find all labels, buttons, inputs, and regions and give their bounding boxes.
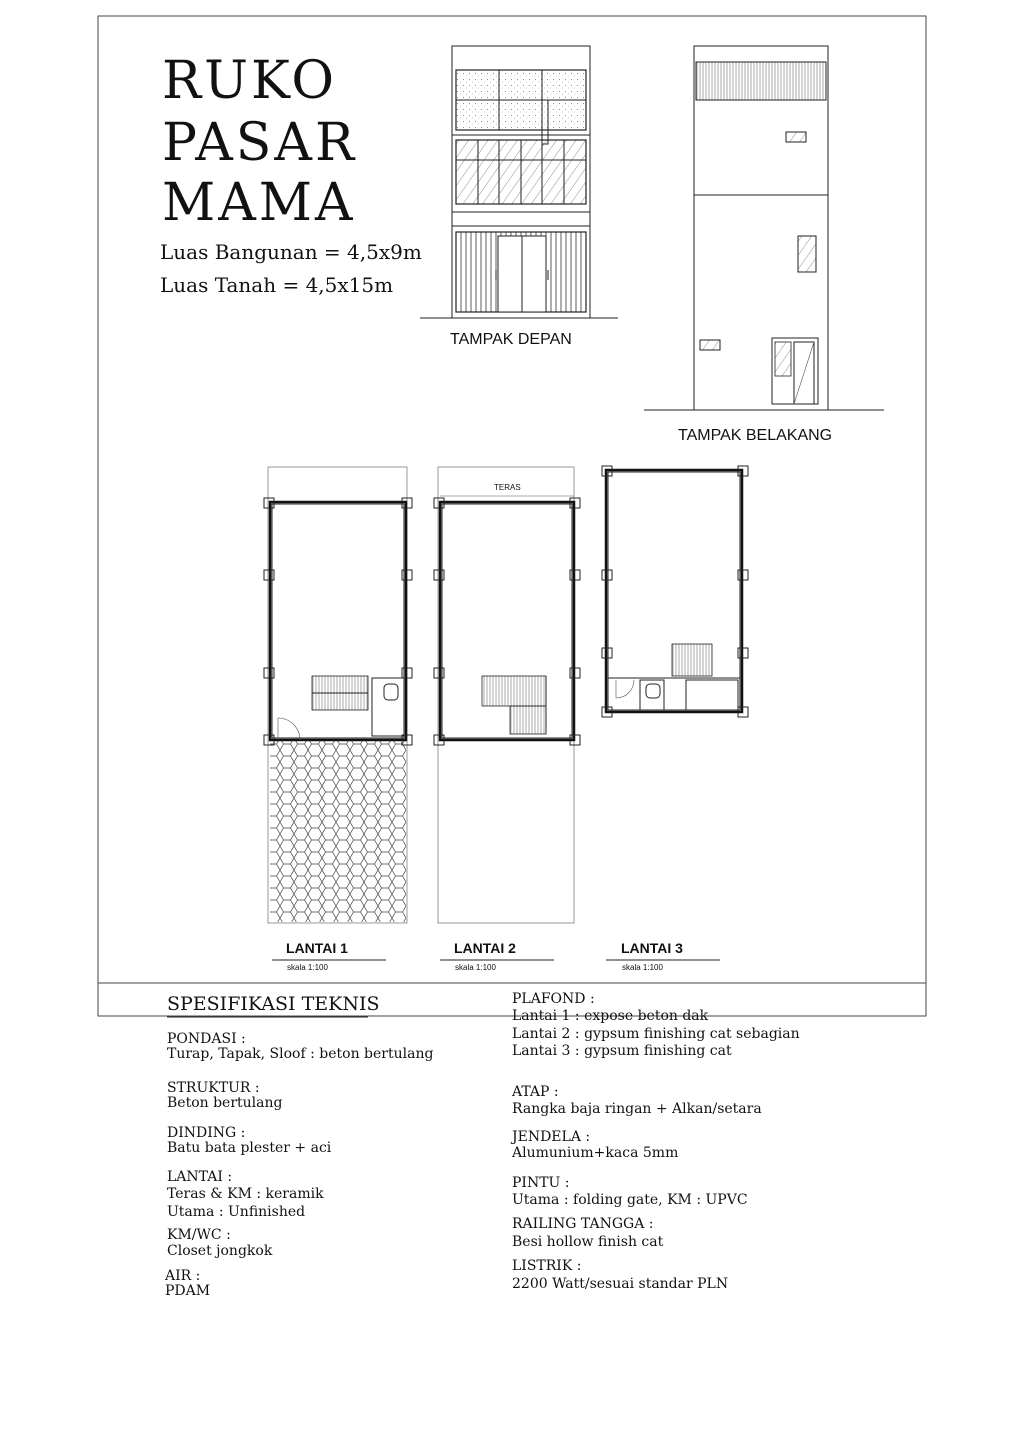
spec-kmwc-value: Closet jongkok xyxy=(167,1243,273,1259)
spec-air-label: AIR : xyxy=(165,1268,201,1284)
spec-atap-label: ATAP : xyxy=(512,1084,559,1100)
plan-lantai-2-title: LANTAI 2 xyxy=(454,940,516,956)
spec-lantai-label: LANTAI : xyxy=(167,1169,233,1185)
front-elevation-label: TAMPAK DEPAN xyxy=(450,331,572,348)
spec-air-value: PDAM xyxy=(165,1283,211,1299)
title-line-3: MAMA xyxy=(162,173,356,233)
spec-listrik-value: 2200 Watt/sesuai standar PLN xyxy=(512,1276,729,1292)
spec-dinding-label: DINDING : xyxy=(167,1125,246,1141)
spec-jendela-label: JENDELA : xyxy=(512,1129,591,1145)
spec-plafond-value-1: Lantai 1 : expose beton dak xyxy=(512,1008,709,1024)
spec-lantai-value-2: Utama : Unfinished xyxy=(167,1204,306,1220)
front-elevation xyxy=(420,46,618,318)
title-line-1: RUKO xyxy=(162,51,338,111)
spec-plafond-value-3: Lantai 3 : gypsum finishing cat xyxy=(512,1043,732,1059)
plan-lantai-3-title: LANTAI 3 xyxy=(621,940,683,956)
spec-lantai-value-1: Teras & KM : keramik xyxy=(167,1186,324,1202)
spec-kmwc-label: KM/WC : xyxy=(167,1227,231,1243)
plan-lantai-2-scale: skala 1:100 xyxy=(455,963,496,972)
rear-elevation xyxy=(644,46,884,410)
plan-lantai-1 xyxy=(264,467,412,923)
rear-elevation-label: TAMPAK BELAKANG xyxy=(678,427,833,444)
spec-pondasi-value: Turap, Tapak, Sloof : beton bertulang xyxy=(167,1046,434,1062)
spec-plafond-label: PLAFOND : xyxy=(512,991,595,1007)
spec-railing-label: RAILING TANGGA : xyxy=(512,1216,654,1232)
plan-lantai-3-scale: skala 1:100 xyxy=(622,963,663,972)
spec-pintu-value: Utama : folding gate, KM : UPVC xyxy=(512,1192,748,1208)
spec-listrik-label: LISTRIK : xyxy=(512,1258,582,1274)
luas-tanah: Luas Tanah = 4,5x15m xyxy=(160,273,394,297)
spec-pintu-label: PINTU : xyxy=(512,1175,570,1191)
plan-lantai-1-title: LANTAI 1 xyxy=(286,940,348,956)
spec-railing-value: Besi hollow finish cat xyxy=(512,1234,664,1250)
spec-dinding-value: Batu bata plester + aci xyxy=(167,1140,332,1156)
spec-atap-value: Rangka baja ringan + Alkan/setara xyxy=(512,1101,762,1117)
spec-jendela-value: Alumunium+kaca 5mm xyxy=(512,1145,679,1161)
plan-lantai-1-scale: skala 1:100 xyxy=(287,963,328,972)
spec-struktur-label: STRUKTUR : xyxy=(167,1080,260,1096)
plan-lantai-2 xyxy=(434,467,580,923)
teras-label: TERAS xyxy=(494,483,521,492)
spec-pondasi-label: PONDASI : xyxy=(167,1031,246,1047)
spec-struktur-value: Beton bertulang xyxy=(167,1095,283,1111)
spec-heading: SPESIFIKASI TEKNIS xyxy=(167,993,380,1015)
plan-lantai-3 xyxy=(602,466,748,717)
spec-plafond-value-2: Lantai 2 : gypsum finishing cat sebagian xyxy=(512,1026,800,1042)
luas-bangunan: Luas Bangunan = 4,5x9m xyxy=(160,240,422,264)
title-line-2: PASAR xyxy=(162,113,358,173)
